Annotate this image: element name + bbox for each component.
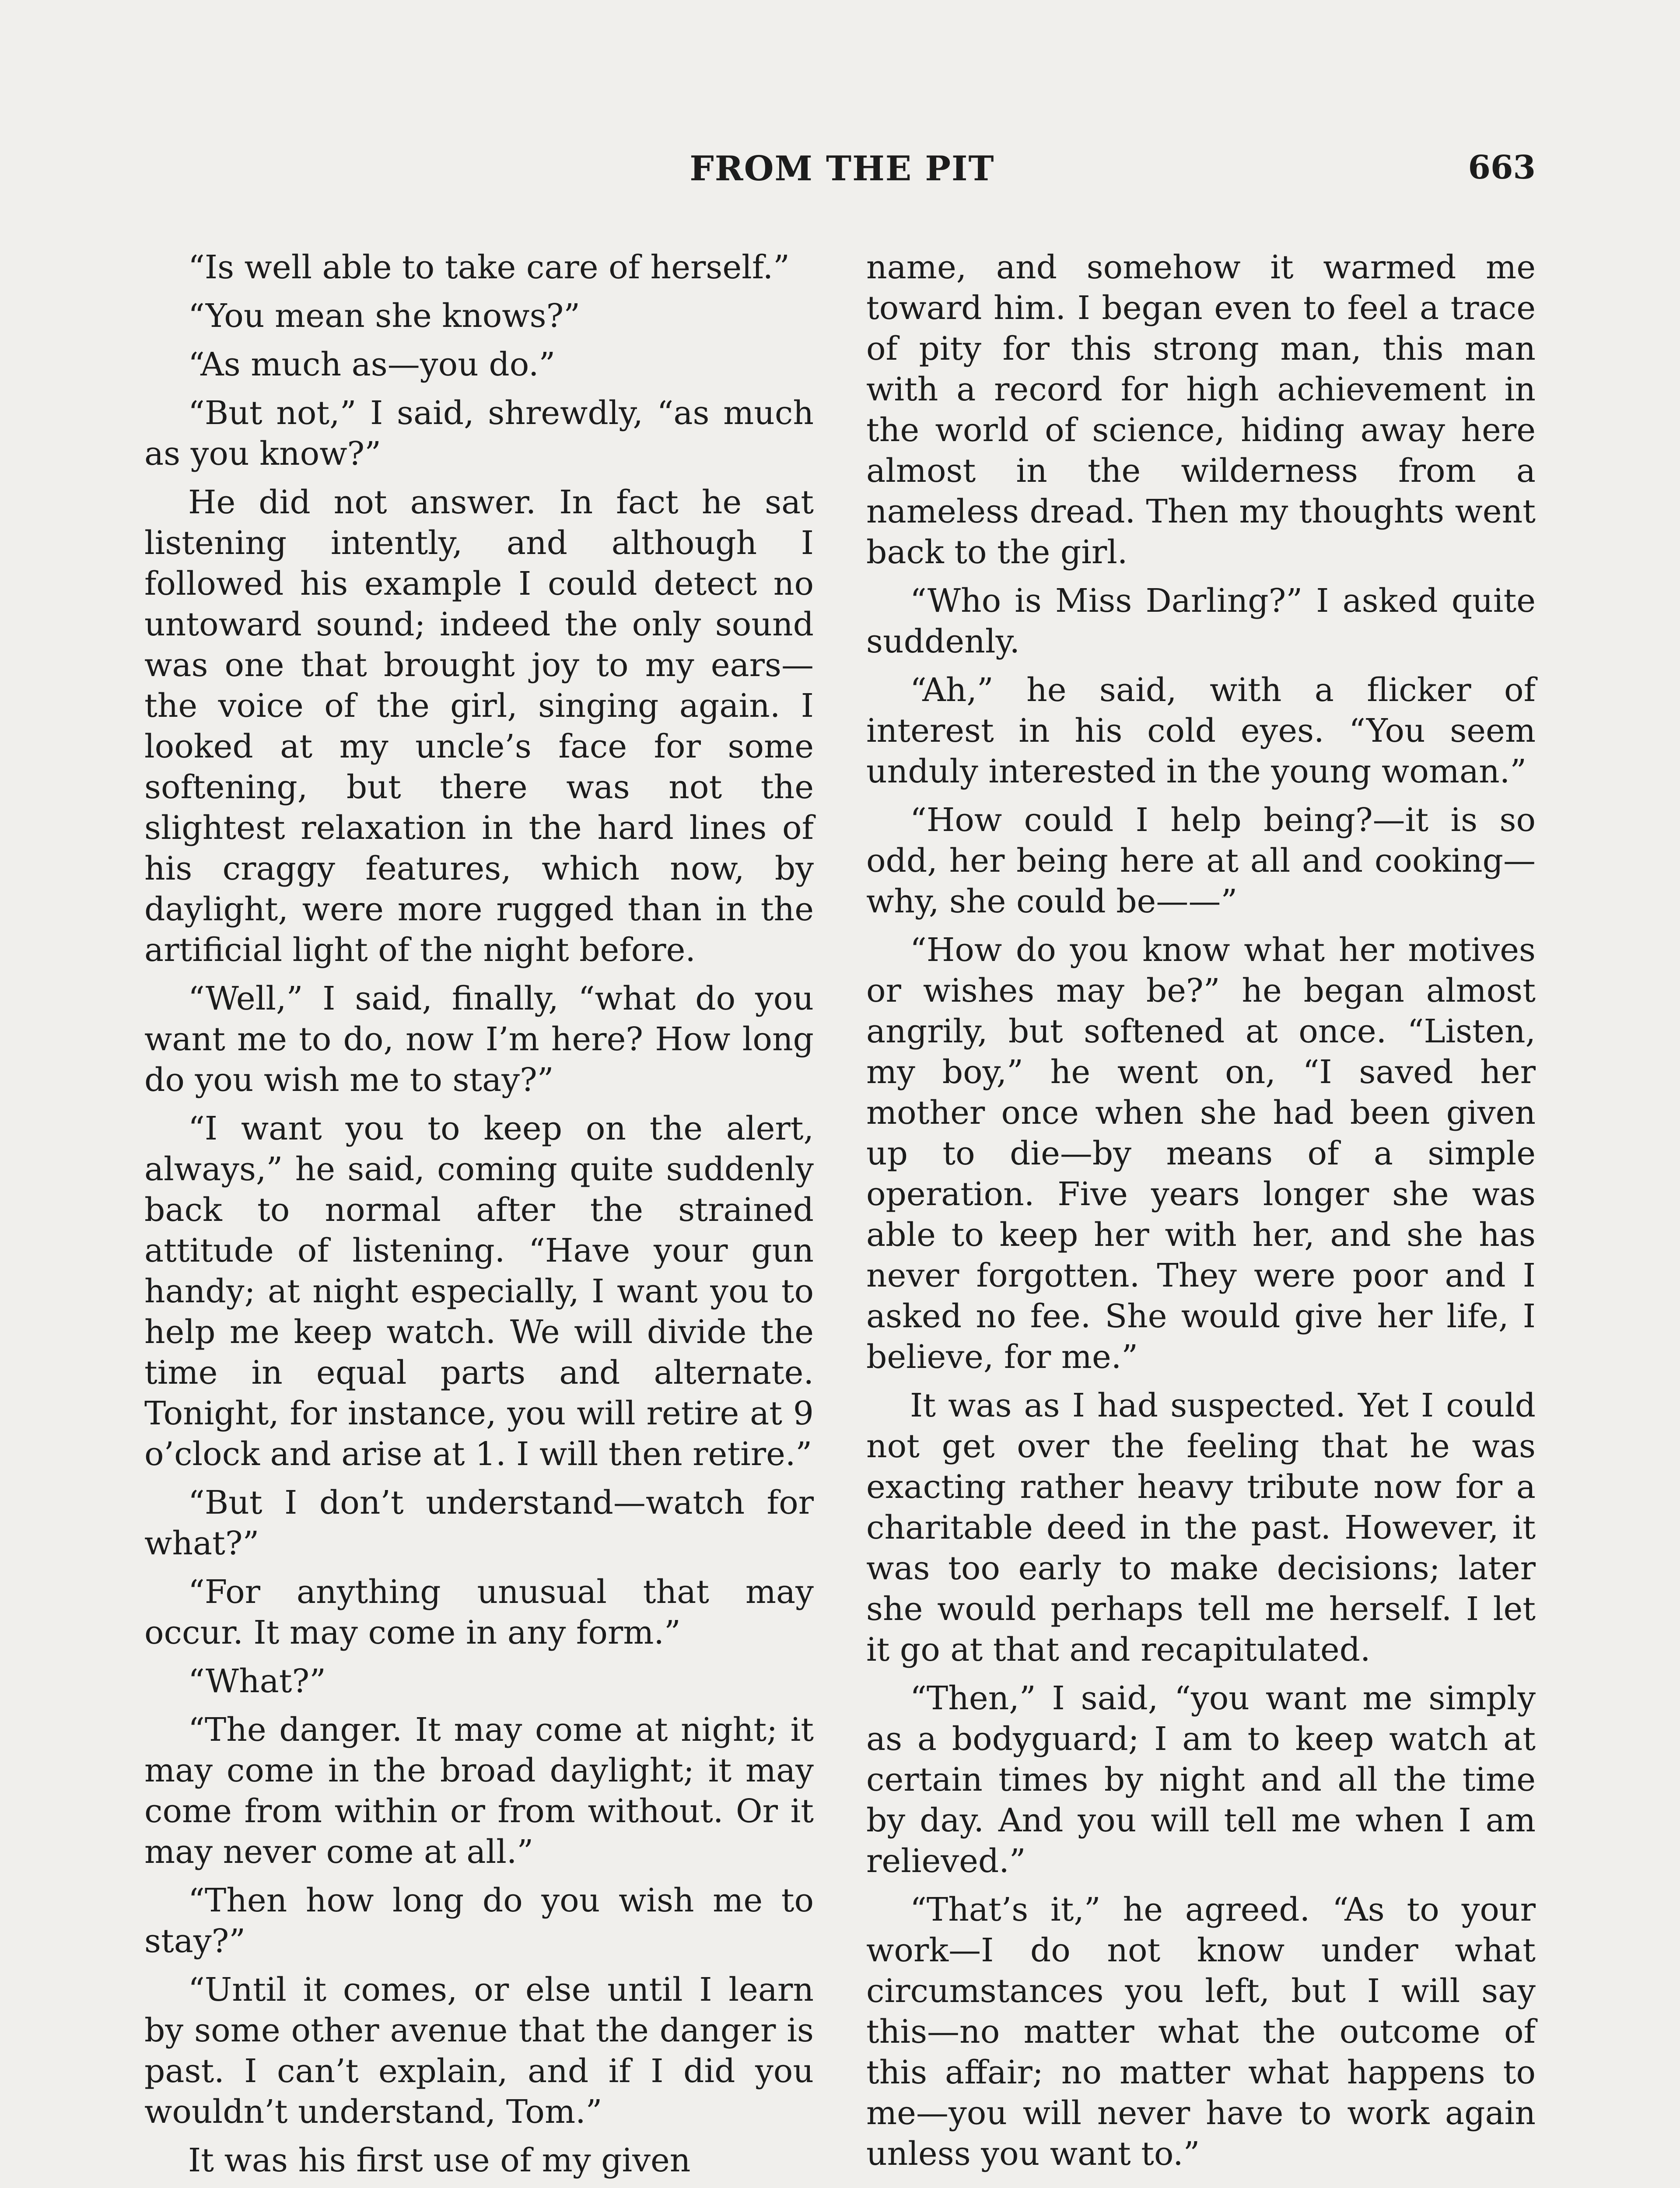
paragraph: “You mean she knows?” (188, 297, 581, 335)
left-column (144, 247, 814, 2188)
paragraph: “How do you know what her motives or wishes may be?” he began almost angrily, but softened at once. “Listen, my boy,” he went on, “I saved her mother once when she had been given up to die—by means of a simple operation. Five years longer she was able to keep her with her, and she has never forgotten. They were poor and I asked no fee. She would give her life, I believe, for me.” (866, 931, 1536, 1376)
paragraph: “Who is Miss Darling?” I asked quite suddenly. (866, 582, 1536, 660)
right-column (866, 247, 1536, 2182)
paragraph: “I want you to keep on the alert, always,” he said, coming quite suddenly back to normal after the strained attitude of listening. “Have your gun handy; at night especially, I want you to help me keep watch. We will divide the time in equal parts and alternate. Tonight, for instance, you will retire at 9 o’clock and arise at 1. I will then retire.” (144, 1110, 814, 1473)
paragraph: “Ah,” he said, with a flicker of interest in his cold eyes. “You seem unduly interested in the young woman.” (866, 671, 1536, 790)
paragraph: “Then how long do you wish me to stay?” (144, 1882, 814, 1960)
running-title: FROM THE PIT (690, 149, 995, 189)
paragraph: It was his first use of my given (188, 2142, 691, 2179)
page-number: 663 (1468, 149, 1536, 186)
paragraph-continuation: name, and somehow it warmed me toward him. I began even to feel a trace of pity for this strong man, this man with a record for high achievement in the world of science, hiding away here almost in the wilderness from a nameless dread. Then my thoughts went back to the girl. (866, 249, 1536, 571)
paragraph: “But not,” I said, shrewdly, “as much as you know?” (144, 394, 814, 473)
paragraph: “What?” (188, 1662, 326, 1700)
paragraph: “But I don’t understand—watch for what?” (144, 1484, 814, 1562)
paragraph: “Until it comes, or else until I learn by some other avenue that the danger is past. I can’t explain, and if I did you wouldn’t understand, Tom.” (144, 1971, 814, 2131)
paragraph: It was as I had suspected. Yet I could not get over the feeling that he was exacting rather heavy tribute now for a charitable deed in the past. However, it was too early to make decisions; later she would perhaps tell me herself. I let it go at that and recapitulated. (866, 1387, 1536, 1669)
paragraph: “Well,” I said, finally, “what do you want me to do, now I’m here? How long do you wish me to stay?” (144, 980, 814, 1099)
paragraph: “Is well able to take care of herself.” (188, 249, 790, 286)
paragraph: “Then,” I said, “you want me simply as a bodyguard; I am to keep watch at certain times by night and all the time by day. And you will tell me when I am relieved.” (866, 1680, 1536, 1880)
paragraph: “As much as—you do.” (188, 346, 556, 383)
paragraph: “The danger. It may come at night; it may come in the broad daylight; it may come from within or from without. Or it may never come at all.” (144, 1711, 814, 1871)
paragraph: He did not answer. In fact he sat listening intently, and although I followed his example I could detect no untoward sound; indeed the only sound was one that brought joy to my ears—the voice of the girl, singing again. I looked at my uncle’s face for some softening, but there was not the slightest relaxation in the hard lines of his craggy features, which now, by daylight, were more rugged than in the artificial light of the night before. (144, 484, 814, 969)
paragraph: “For anything unusual that may occur. It may come in any form.” (144, 1573, 814, 1652)
paragraph: “How could I help being?—it is so odd, her being here at all and cooking—why, she could be——” (866, 801, 1536, 920)
paragraph: “That’s it,” he agreed. “As to your work—I do not know under what circumstances you left, but I will say this—no matter what the outcome of this affair; no matter what happens to me—you will never have to work again unless you want to.” (866, 1891, 1536, 2173)
page-header (149, 149, 1536, 197)
